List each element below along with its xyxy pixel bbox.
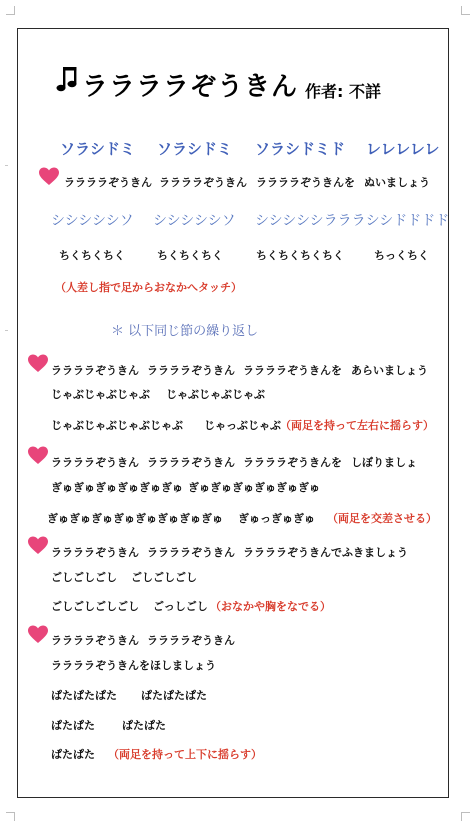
lyric-segment: ララララぞうきん xyxy=(147,456,235,469)
lyric-segment: ごしごしごし xyxy=(51,571,117,584)
lyric-segment: ララララぞうきん xyxy=(51,456,139,469)
crop-mark-bottom-left xyxy=(6,812,15,821)
lyric-segment: じゃっぶじゃぶ xyxy=(204,419,281,432)
lyric-segment: ちくちくちく xyxy=(157,249,223,262)
lyric-segment: ぱたぱた xyxy=(51,719,95,732)
crop-mark-top-left xyxy=(6,6,15,15)
lyric-segment: ぎゅぎゅぎゅぎゅぎゅぎゅ xyxy=(188,481,320,494)
heart-icon xyxy=(39,167,59,187)
lyric-segment: ララララぞうきん xyxy=(147,364,235,377)
page-title: ララララぞうきん xyxy=(82,72,299,102)
lyric-segment: ララララぞうきんでふきましょう xyxy=(243,546,408,559)
margin-tick xyxy=(5,165,8,166)
gesture-instruction: （両足を持って左右に揺らす） xyxy=(280,419,434,432)
lyric-segment: ララララぞうきん xyxy=(51,364,139,377)
lyric-segment: ぱたぱたぱた xyxy=(141,689,207,702)
repeat-note: ＊ 以下同じ節の繰り返し xyxy=(111,324,259,339)
lyric-segment: ララララぞうきんを xyxy=(243,456,342,469)
lyric-segment: じゃぶじゃぶじゃぶ xyxy=(166,388,265,401)
gesture-instruction: （おなかや胸をなでる） xyxy=(210,600,331,613)
lyric-segment: ちくちくちく xyxy=(59,249,125,262)
lyric-segment: ララララぞうきんを xyxy=(243,364,342,377)
lyric-segment: ごしごしごし xyxy=(131,571,197,584)
notes-segment: ソラシドミド xyxy=(255,140,346,158)
lyric-segment: ララララぞうきんを xyxy=(256,176,355,189)
notes-segment: シシシシシソ xyxy=(51,213,134,229)
crop-mark-top-right xyxy=(461,6,470,15)
lyric-segment: じゃぶじゃぶじゃぶ xyxy=(51,388,150,401)
heart-icon xyxy=(28,446,48,466)
lyric-segment: じゃぶじゃぶじゃぶじゃぶ xyxy=(51,419,183,432)
lyric-segment: ララララぞうきん xyxy=(64,176,152,189)
lyric-segment: ちっくちく xyxy=(374,249,429,262)
notes-segment: シシシシシソ xyxy=(153,213,236,229)
lyric-segment: ぱたぱた xyxy=(51,748,95,761)
lyric-segment: ちくちくちくちく xyxy=(256,249,344,262)
lyric-segment: ぱたぱた xyxy=(122,719,166,732)
lyric-segment: ララララぞうきん xyxy=(159,176,247,189)
lyric-segment: ララララぞうきん xyxy=(147,546,235,559)
notes-segment: ソラシドミ xyxy=(60,140,136,158)
gesture-instruction: （人差し指で足からおなかへタッチ） xyxy=(55,281,242,294)
lyric-segment: ぎゅぎゅぎゅぎゅぎゅぎゅ xyxy=(51,481,183,494)
gesture-instruction: （両足を交差させる） xyxy=(327,512,437,525)
music-note-icon xyxy=(56,66,78,94)
lyric-segment: しぼりましょ xyxy=(351,456,417,469)
notes-segment: ソラシドミ xyxy=(157,140,233,158)
lyric-segment: ぎゅぎゅぎゅぎゅぎゅぎゅぎゅぎゅ xyxy=(47,512,223,525)
gesture-instruction: （両足を持って上下に揺らす） xyxy=(108,748,262,761)
lyric-segment: ごっしごし xyxy=(153,600,208,613)
notes-segment: シシシシシラララシシドドドド xyxy=(255,213,450,229)
lyric-segment: ララララぞうきん xyxy=(147,634,235,647)
lyric-segment: ララララぞうきん xyxy=(51,546,139,559)
lyric-segment: ごしごしごしごし xyxy=(51,600,139,613)
lyric-segment: ララララぞうきんをほしましょう xyxy=(51,659,216,672)
heart-icon xyxy=(28,625,48,645)
author-line xyxy=(305,79,381,102)
author-value: 不詳 xyxy=(348,82,381,101)
lyric-segment: ぱたぱたぱた xyxy=(51,689,117,702)
lyric-segment: あらいましょう xyxy=(351,364,428,377)
heart-icon xyxy=(28,536,48,556)
lyric-segment: ぬいましょう xyxy=(364,176,430,189)
crop-mark-bottom-right xyxy=(461,812,470,821)
notes-segment: レレレレレ xyxy=(366,140,440,158)
margin-tick xyxy=(5,330,8,331)
author-label: 作者: xyxy=(305,82,344,101)
lyric-segment: ぎゅっぎゅぎゅ xyxy=(238,512,315,525)
heart-icon xyxy=(28,354,48,374)
lyric-segment: ララララぞうきん xyxy=(51,634,139,647)
